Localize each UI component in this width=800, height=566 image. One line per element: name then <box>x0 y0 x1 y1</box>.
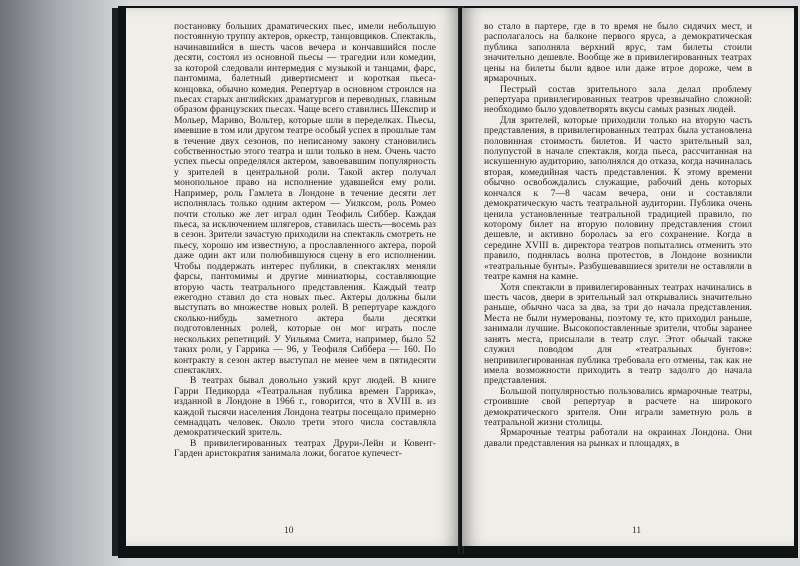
paragraph: Большой популярностью пользовались ярмарочные театры, строившие свой репертуар в расчете на широкого демократического зрителя. Они играли заметную роль в театральной жизни столицы. <box>484 385 752 429</box>
paragraph: Пестрый состав зрительного зала делал проблему репертуара привилегированных театров чрезвычайно сложной: необходимо было удовлетворять вкусы самых разных людей. <box>484 83 752 116</box>
left-page-text <box>174 22 436 460</box>
right-page-text <box>484 22 752 449</box>
paragraph: В привилегированных театрах Друри-Лейн и Ковент-Гарден аристократия занимала ложи, богатое купечест- <box>174 437 436 460</box>
left-page <box>126 8 460 546</box>
paragraph: Для зрителей, которые приходили только на вторую часть представления, в привилегированных театрах была установлена половинная стоимость билетов. И часто зрительный зал, полупустой в начале спектакля, когда пьеса, рассчитанная на искушенную аудиторию, заполнялся до отказа, когда начиналась вторая, комедийная часть представления. К этому времени обычно освобождались служащие, рабочий день которых кончался к 7—8 часам вечера, они и составляли демократическую часть театральной аудитории. Публика очень ценила установленные театральной традицией правило, по которому билет на вторую половину представления стоил дешевле, и активно боролась за его сохранение. Когда в середине XVIII в. директора театров попытались отменить это правило, поднялась волна протестов, в Лондоне возникли «театральные бунты». Разбушевавшиеся зрители не оставляли в театре камня на камне. <box>484 114 752 283</box>
paragraph: постановку больших драматических пьес, имели небольшую постоянную труппу актеров, оркестр, танцовщиков. Спектакль, начинавшийся в шесть часов вечера и кончавшийся после десяти, состоял из основной пьесы — трагедии или комедии, за которой следовали интермедия с музыкой и танцами, фарс, пантомима, балетный дивертисмент и короткая пьеса-концовка, обычно комедия. Репертуар в основном строился на пьесах старых английских драматургов и переводных, главным образом французских пьесах. Чаще всего ставились Шекспир и Мольер, Мариво, Вольтер, которые шли в переделках. Пьесы, имевшие в том или другом театре особый успех в прошлые там в течение двух сезонов, по неписаному закону становились собственностью этого театра и шли только в нем. Очень часто успех пьесы определялся актером, завоевавшим популярность у зрителей в центральной роли. Такой актер получал монопольное право на исполнение удавшейся ему роли. Например, роль Гамлета в Лондоне в течение десяти лет исполнялась только одним актером — Уилксом, роль Ромео почти столько же лет играл один Теофиль Сиббер. Каждая пьеса, за исключением шлягеров, ставилась шесть—восемь раз в сезон. Зрители зачастую приходили на спектакль смотреть не пьесу, хорошо им известную, а прославленного актера, порой даже один акт или полюбившуюся сцену в его исполнении. Чтобы поддержать интерес публики, в спектаклях меняли фарсы, пантомимы и другие миниатюры, составляющие вторую часть театрального представления. Каждый театр ежегодно ставил до ста новых пьес. Актеры должны были выступать во множестве новых ролей. В репертуаре каждого сколько-нибудь заметного актера были десятки подготовленных ролей, которые он мог играть после нескольких репетиций. У Уильяма Смита, например, было 52 таких роли, у Гаррика — 96, у Теофиля Сиббера — 160. По контракту в сезон актер выступал не менее чем в пятидесяти спектаклях. <box>174 21 437 376</box>
right-page <box>462 8 794 546</box>
paragraph: Ярмарочные театры работали на окраинах Лондона. Они давали представления на рынках и площадях, в <box>484 427 752 449</box>
page-number: 11 <box>632 526 642 536</box>
paragraph: Хотя спектакли в привилегированных театрах начинались в шесть часов, двери в зрительный зал открывались значительно раньше, обычно часа за два, за три до начала представления. Места не были нумерованы, поэтому те, кто приходил раньше, занимали лучшие. Высокопоставленные зрители, чтобы заранее занять места, присылали в театр слуг. Этот обычай также служил поводом для «театральных бунтов»: непривилегированная публика требовала его отмены, так как не имела возможности приходить в театр задолго до начала представления. <box>484 281 752 387</box>
page-number: 10 <box>284 526 294 536</box>
paragraph: В театрах бывал довольно узкий круг людей. В книге Гарри Педикорда «Театральная публика времен Гаррика», изданной в Лондоне в 1966 г., говорится, что в XVIII в. из каждой тысячи населения Лондона театры посещало примерно семнадцать человек. Около трети этого числа составляла демократический зритель. <box>174 375 436 439</box>
paragraph: во стало в партере, где в то время не было сидячих мест, и располагалось на балконе первого яруса, а демократическая публика заполняла верхний ярус, там билеты стоили значительно дешевле. Вообще же в привилегированных театрах цены на билеты были вдвое или даже втрое дороже, чем в ярмарочных. <box>484 21 752 85</box>
